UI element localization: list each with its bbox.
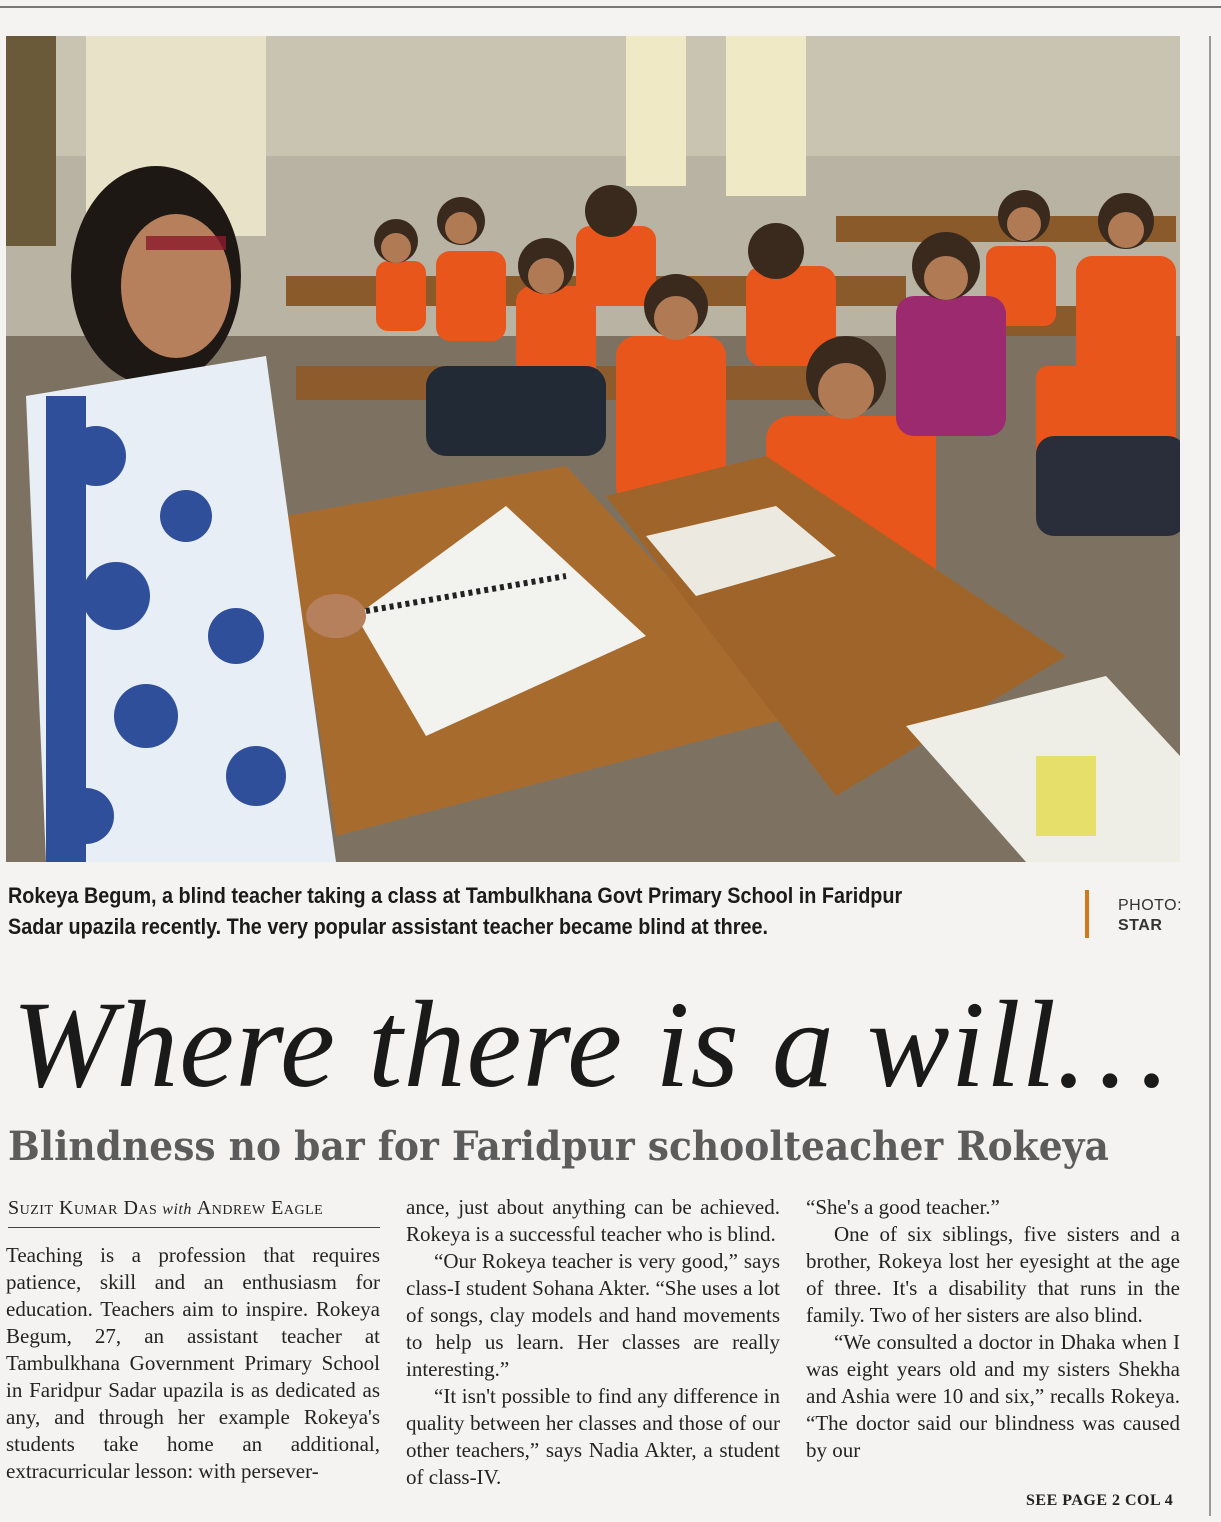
credit-accent-bar: [1085, 890, 1089, 938]
column-rule: [1209, 36, 1211, 1516]
subheadline: Blindness no bar for Faridpur schoolteacher Rokeya: [8, 1123, 1109, 1170]
photo-caption: Rokeya Begum, a blind teacher taking a class at Tambulkhana Govt Primary School in Faridpur Sadar upazila recently. The very popular assistant teacher became blind at three.: [8, 883, 903, 939]
photo-credit-label: PHOTO:: [1118, 897, 1183, 914]
photo-credit-source: STAR: [1118, 917, 1163, 934]
paragraph: “We consulted a doctor in Dhaka when I was eight years old and my sisters Shekha and Ashia were 10 and six,” recalls Rokeya. “The doctor said our blindness was caused by our: [806, 1330, 1180, 1462]
paragraph: “She's a good teacher.”: [806, 1195, 1000, 1219]
continued-jump-line: SEE PAGE 2 COL 4: [1026, 1492, 1174, 1509]
article-column-3: [806, 1194, 1180, 1464]
byline-coauthor: Andrew Eagle: [196, 1197, 324, 1219]
byline-rule: [8, 1227, 380, 1228]
byline: [8, 1196, 380, 1222]
paragraph: ance, just about anything can be achieved. Rokeya is a successful teacher who is blind.: [406, 1195, 780, 1246]
paragraph: Teaching is a profession that requires patience, skill and an enthusiasm for education. Teachers aim to inspire. Rokeya Begum, 27, an assistant teacher at Tambulkhana Government Primary School in Faridpur Sadar upazila is as dedicated as any, and through her example Rokeya's students take home an additional, extracurricular lesson: with persever-: [6, 1243, 380, 1483]
byline-with: with: [162, 1201, 192, 1218]
headline: Where there is a will…: [12, 976, 1169, 1113]
top-rule: [0, 6, 1221, 8]
paragraph: “It isn't possible to find any difference in quality between her classes and those of our other teachers,” says Nadia Akter, a student of class-IV.: [406, 1384, 780, 1489]
classroom-photo: [6, 36, 1180, 862]
paragraph: One of six siblings, five sisters and a brother, Rokeya lost her eyesight at the age of three. It's a disability that runs in the family. Two of her sisters are also blind.: [806, 1222, 1180, 1327]
article-column-1: [6, 1242, 380, 1485]
byline-author: Suzit Kumar Das: [8, 1197, 158, 1219]
paragraph: “Our Rokeya teacher is very good,” says class-I student Sohana Akter. “She uses a lot of songs, clay models and hand movements to help us learn. Her classes are really interesting.”: [406, 1249, 780, 1381]
article-column-2: [406, 1194, 780, 1491]
photo-credit: [1118, 896, 1182, 936]
